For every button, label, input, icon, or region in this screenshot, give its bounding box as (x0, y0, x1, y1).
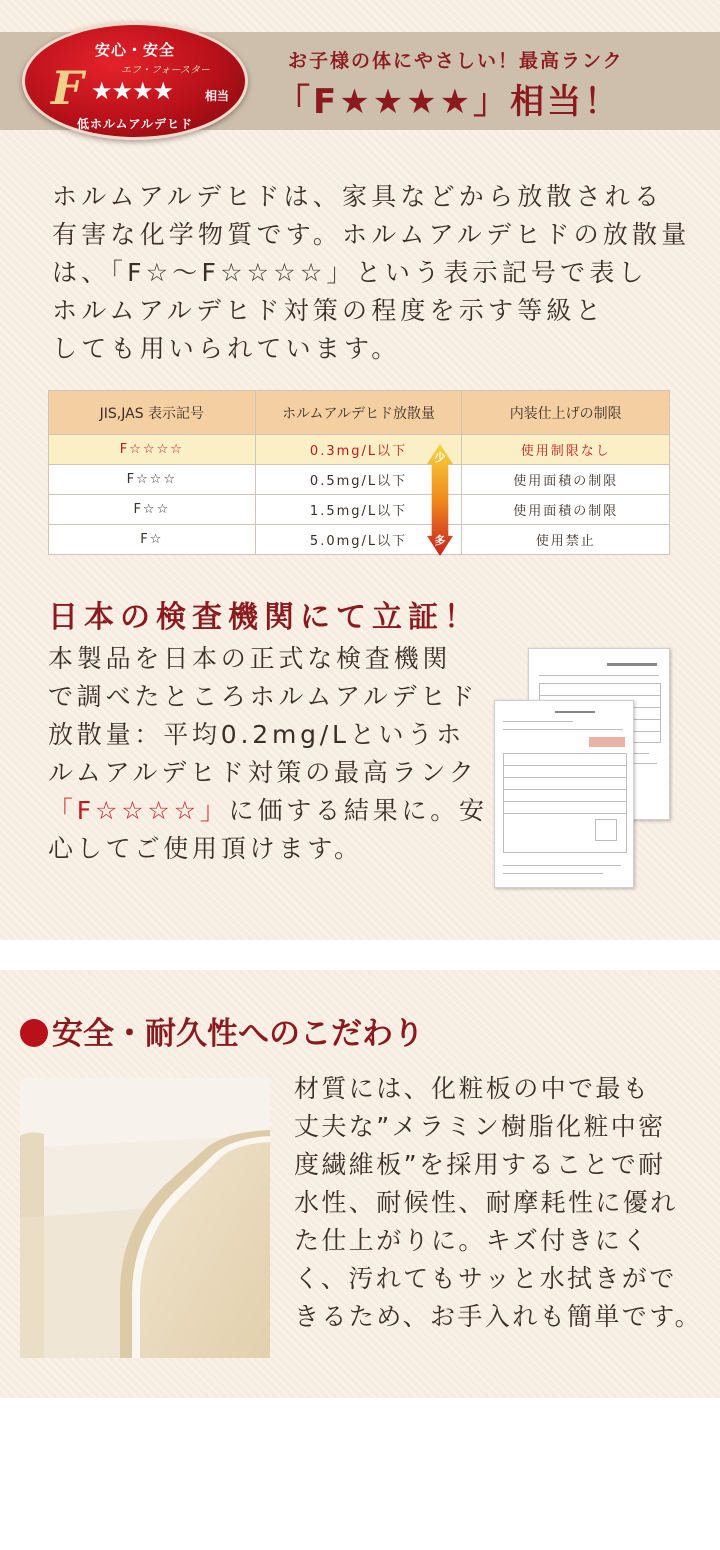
safety-line: 丈夫な”メラミン樹脂化粧中密 (294, 1112, 666, 1141)
table-row (49, 525, 670, 555)
cell-restriction: 使用面積の制限 (462, 495, 670, 525)
badge-soutou-text: 相当 (205, 89, 230, 103)
badge-f-letter: F (51, 61, 84, 115)
inspection-paragraph (48, 640, 488, 868)
inspection-line: ルムアルデヒド対策の最高ランク (48, 758, 478, 787)
cell-restriction: 使用制限なし (462, 435, 670, 465)
cell-symbol: F☆☆☆☆ (49, 435, 256, 465)
header-symbol: JIS,JAS 表示記号 (49, 391, 256, 435)
cell-emission: 0.3mg/L以下 (255, 435, 462, 465)
headline-title: 「F★★★★」相当！ (276, 82, 622, 122)
badge-stars: ★★★★ (91, 77, 174, 105)
header-restriction: 内装仕上げの制限 (462, 391, 670, 435)
badge-bottom-text: 低ホルムアルデヒド (76, 117, 194, 131)
safety-line: きるため、お手入れも簡単です。 (294, 1302, 703, 1331)
safety-line: く、汚れてもサッと水拭きがで (294, 1264, 677, 1293)
intro-line: 有害な化学物質です。ホルムアルデヒドの放散量 (52, 220, 691, 249)
headline-subtitle: お子様の体にやさしい！最高ランク (288, 50, 624, 72)
safety-line: 度繊維板”を採用することで耐 (294, 1150, 666, 1179)
f-four-star-badge (22, 22, 248, 140)
inspection-line: 心してご使用頂けます。 (48, 834, 363, 863)
cell-emission: 0.5mg/L以下 (255, 465, 462, 495)
cell-restriction: 使用面積の制限 (462, 465, 670, 495)
inspection-line (48, 792, 488, 830)
formaldehyde-grade-table (48, 390, 670, 555)
badge-ruby-text: エフ・フォースター (121, 65, 210, 76)
red-bullet-icon (20, 1019, 48, 1047)
safety-title-text: 安全・耐久性へのこだわり (52, 1016, 424, 1052)
safety-line: 材質には、化粧板の中で最も (294, 1074, 651, 1103)
intro-line: ホルムアルデヒド対策の程度を示す等級と (52, 296, 605, 325)
cell-emission: 1.5mg/L以下 (255, 495, 462, 525)
highlight-grade: 「F☆☆☆☆」 (48, 796, 229, 825)
safety-line: 水性、耐候性、耐摩耗性に優れ (294, 1188, 678, 1217)
cell-restriction: 使用禁止 (462, 525, 670, 555)
table-row (49, 495, 670, 525)
safety-paragraph (294, 1070, 704, 1336)
intro-line: は、「F☆～F☆☆☆☆」という表示記号で表し (52, 258, 648, 287)
badge-top-text: 安心・安全 (94, 41, 175, 59)
arrow-label-low: 少 (434, 451, 446, 464)
inspection-line-rest: に価する結果に。安 (228, 796, 488, 825)
safety-line: た仕上がりに。キズ付きにく (294, 1226, 650, 1255)
cell-symbol: F☆ (49, 525, 256, 555)
intro-line: ホルムアルデヒドは、家具などから放散される (52, 182, 664, 211)
test-report-front-page (494, 700, 634, 888)
intro-paragraph (52, 178, 691, 368)
header-emission: ホルムアルデヒド放散量 (255, 391, 462, 435)
inspection-title: 日本の検査機関にて立証！ (48, 600, 480, 635)
inspection-line: 放散量：平均0.2mg/Lというホ (48, 720, 465, 749)
cell-emission: 5.0mg/L以下 (255, 525, 462, 555)
table-row (49, 435, 670, 465)
melamine-board-photo (20, 1078, 270, 1358)
safety-title (20, 1008, 424, 1053)
intro-line: しても用いられています。 (52, 334, 401, 363)
inspection-line: 本製品を日本の正式な検査機関 (48, 644, 452, 673)
table-header-row (49, 391, 670, 435)
table-row (49, 465, 670, 495)
arrow-label-high: 多 (434, 534, 446, 547)
cell-symbol: F☆☆☆ (49, 465, 256, 495)
inspection-line: で調べたところホルムアルデヒド (48, 682, 479, 711)
cell-symbol: F☆☆ (49, 495, 256, 525)
board-edge-illustration (20, 1078, 270, 1358)
